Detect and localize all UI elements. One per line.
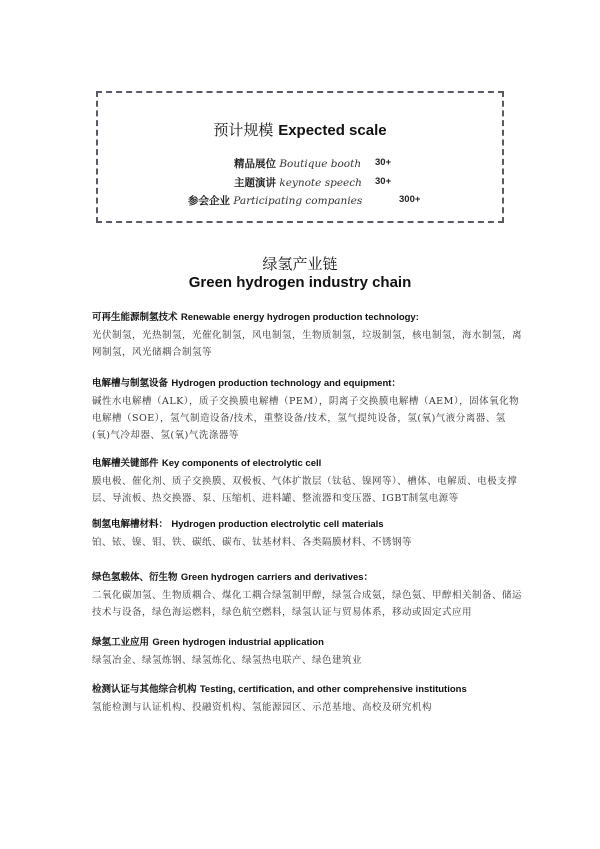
item-body: 碱性水电解槽（ALK），质子交换膜电解槽（PEM），阴离子交换膜电解槽（AEM），固体氧化物电解槽（SOE），氢气制造设备/技术，重整设备/技术，氢气提纯设备，氢(氧)气液分离器、氢(氧)气冷却器、氢(氧)气洗涤器等 bbox=[92, 396, 520, 441]
item-heading-zh: 绿色氢载体、衍生物 bbox=[92, 572, 178, 583]
item-body: 铂、铱、镍、钼、铁、碳纸、碳布、钛基材料、各类隔膜材料、不锈钢等 bbox=[92, 537, 413, 548]
item-heading-zh: 检测认证与其他综合机构 bbox=[92, 684, 197, 695]
item-body: 光伏制氢，光热制氢，光催化制氢，风电制氢，生物质制氢，垃圾制氢，核电制氢，海水制氢，离网制氢，风光储耦合制氢等 bbox=[92, 330, 523, 358]
scale-row-booth bbox=[234, 156, 392, 171]
item-heading-en: Renewable energy hydrogen production technology: bbox=[180, 312, 419, 323]
chain-item-renewable bbox=[92, 311, 522, 361]
scale-row-label-en: Boutique booth bbox=[279, 158, 362, 170]
scale-row-companies bbox=[188, 193, 421, 208]
item-heading-en: Green hydrogen carriers and derivatives： bbox=[180, 572, 374, 583]
chain-title-zh: 绿氢产业链 bbox=[262, 255, 338, 273]
item-heading-en: Hydrogen production technology and equipment： bbox=[171, 378, 401, 389]
scale-row-speech bbox=[234, 175, 392, 190]
chain-item-materials bbox=[92, 518, 522, 551]
item-heading-en: Hydrogen production electrolytic cell materials bbox=[171, 519, 384, 530]
scale-row-value: 30+ bbox=[375, 176, 392, 187]
scale-row-label-zh: 参会企业 bbox=[188, 195, 230, 207]
item-heading-zh: 绿氢工业应用 bbox=[92, 637, 150, 648]
chain-item-carriers-derivatives bbox=[92, 571, 522, 621]
item-heading bbox=[92, 636, 522, 650]
item-heading-en: Testing, certification, and other comprehensive institutions bbox=[199, 684, 467, 695]
item-heading bbox=[92, 377, 522, 391]
item-heading bbox=[92, 518, 522, 532]
item-body: 绿氢冶金、绿氢炼钢、绿氢炼化、绿氢热电联产、绿色建筑业 bbox=[92, 655, 363, 666]
item-heading bbox=[92, 457, 522, 471]
scale-row-label-zh: 主题演讲 bbox=[234, 177, 276, 189]
item-heading-zh: 电解槽与制氢设备 bbox=[92, 378, 169, 389]
item-heading bbox=[92, 683, 522, 697]
chain-item-testing-certification bbox=[92, 683, 522, 716]
chain-item-industrial-application bbox=[92, 636, 522, 669]
scale-row-value: 30+ bbox=[375, 157, 392, 168]
scale-row-label-zh: 精品展位 bbox=[234, 158, 276, 170]
expected-scale-title-en: Expected scale bbox=[278, 122, 387, 139]
item-body: 氢能检测与认证机构、投融资机构、氢能源园区、示范基地、高校及研究机构 bbox=[92, 702, 433, 713]
item-heading-en: Green hydrogen industrial application bbox=[152, 637, 324, 648]
item-body: 膜电极、催化剂、质子交换膜、双极板、气体扩散层（钛毡、镍网等）、槽体、电解质、电极支撑层、导流板、热交换器、泵、压缩机、进料罐、整流器和变压器、IGBT制氢电源等 bbox=[92, 476, 518, 504]
scale-row-label-en: Participating companies bbox=[233, 195, 363, 207]
item-heading bbox=[92, 571, 522, 585]
item-heading-zh: 电解槽关键部件 bbox=[92, 458, 159, 469]
expected-scale-title bbox=[98, 119, 502, 140]
scale-row-label-en: keynote speech bbox=[279, 177, 362, 189]
chain-title-en: Green hydrogen industry chain bbox=[188, 274, 412, 291]
item-body: 二氧化碳加氢、生物质耦合、煤化工耦合绿氢制甲醇，绿氢合成氨，绿色氨、甲醇相关制备、储运技术与设备，绿色海运燃料，绿色航空燃料，绿氢认证与贸易体系，移动或固定式应用 bbox=[92, 590, 523, 618]
item-heading-en: Key components of electrolytic cell bbox=[161, 458, 322, 469]
chain-item-electrolyzer-equipment bbox=[92, 377, 522, 444]
item-heading bbox=[92, 311, 522, 325]
item-heading-zh: 制氢电解槽材料： bbox=[92, 519, 169, 530]
scale-row-value: 300+ bbox=[399, 194, 421, 205]
item-heading-zh: 可再生能源制氢技术 bbox=[92, 312, 178, 323]
expected-scale-box bbox=[96, 91, 504, 223]
chain-item-key-components bbox=[92, 457, 522, 507]
expected-scale-title-zh: 预计规模 bbox=[213, 121, 274, 139]
